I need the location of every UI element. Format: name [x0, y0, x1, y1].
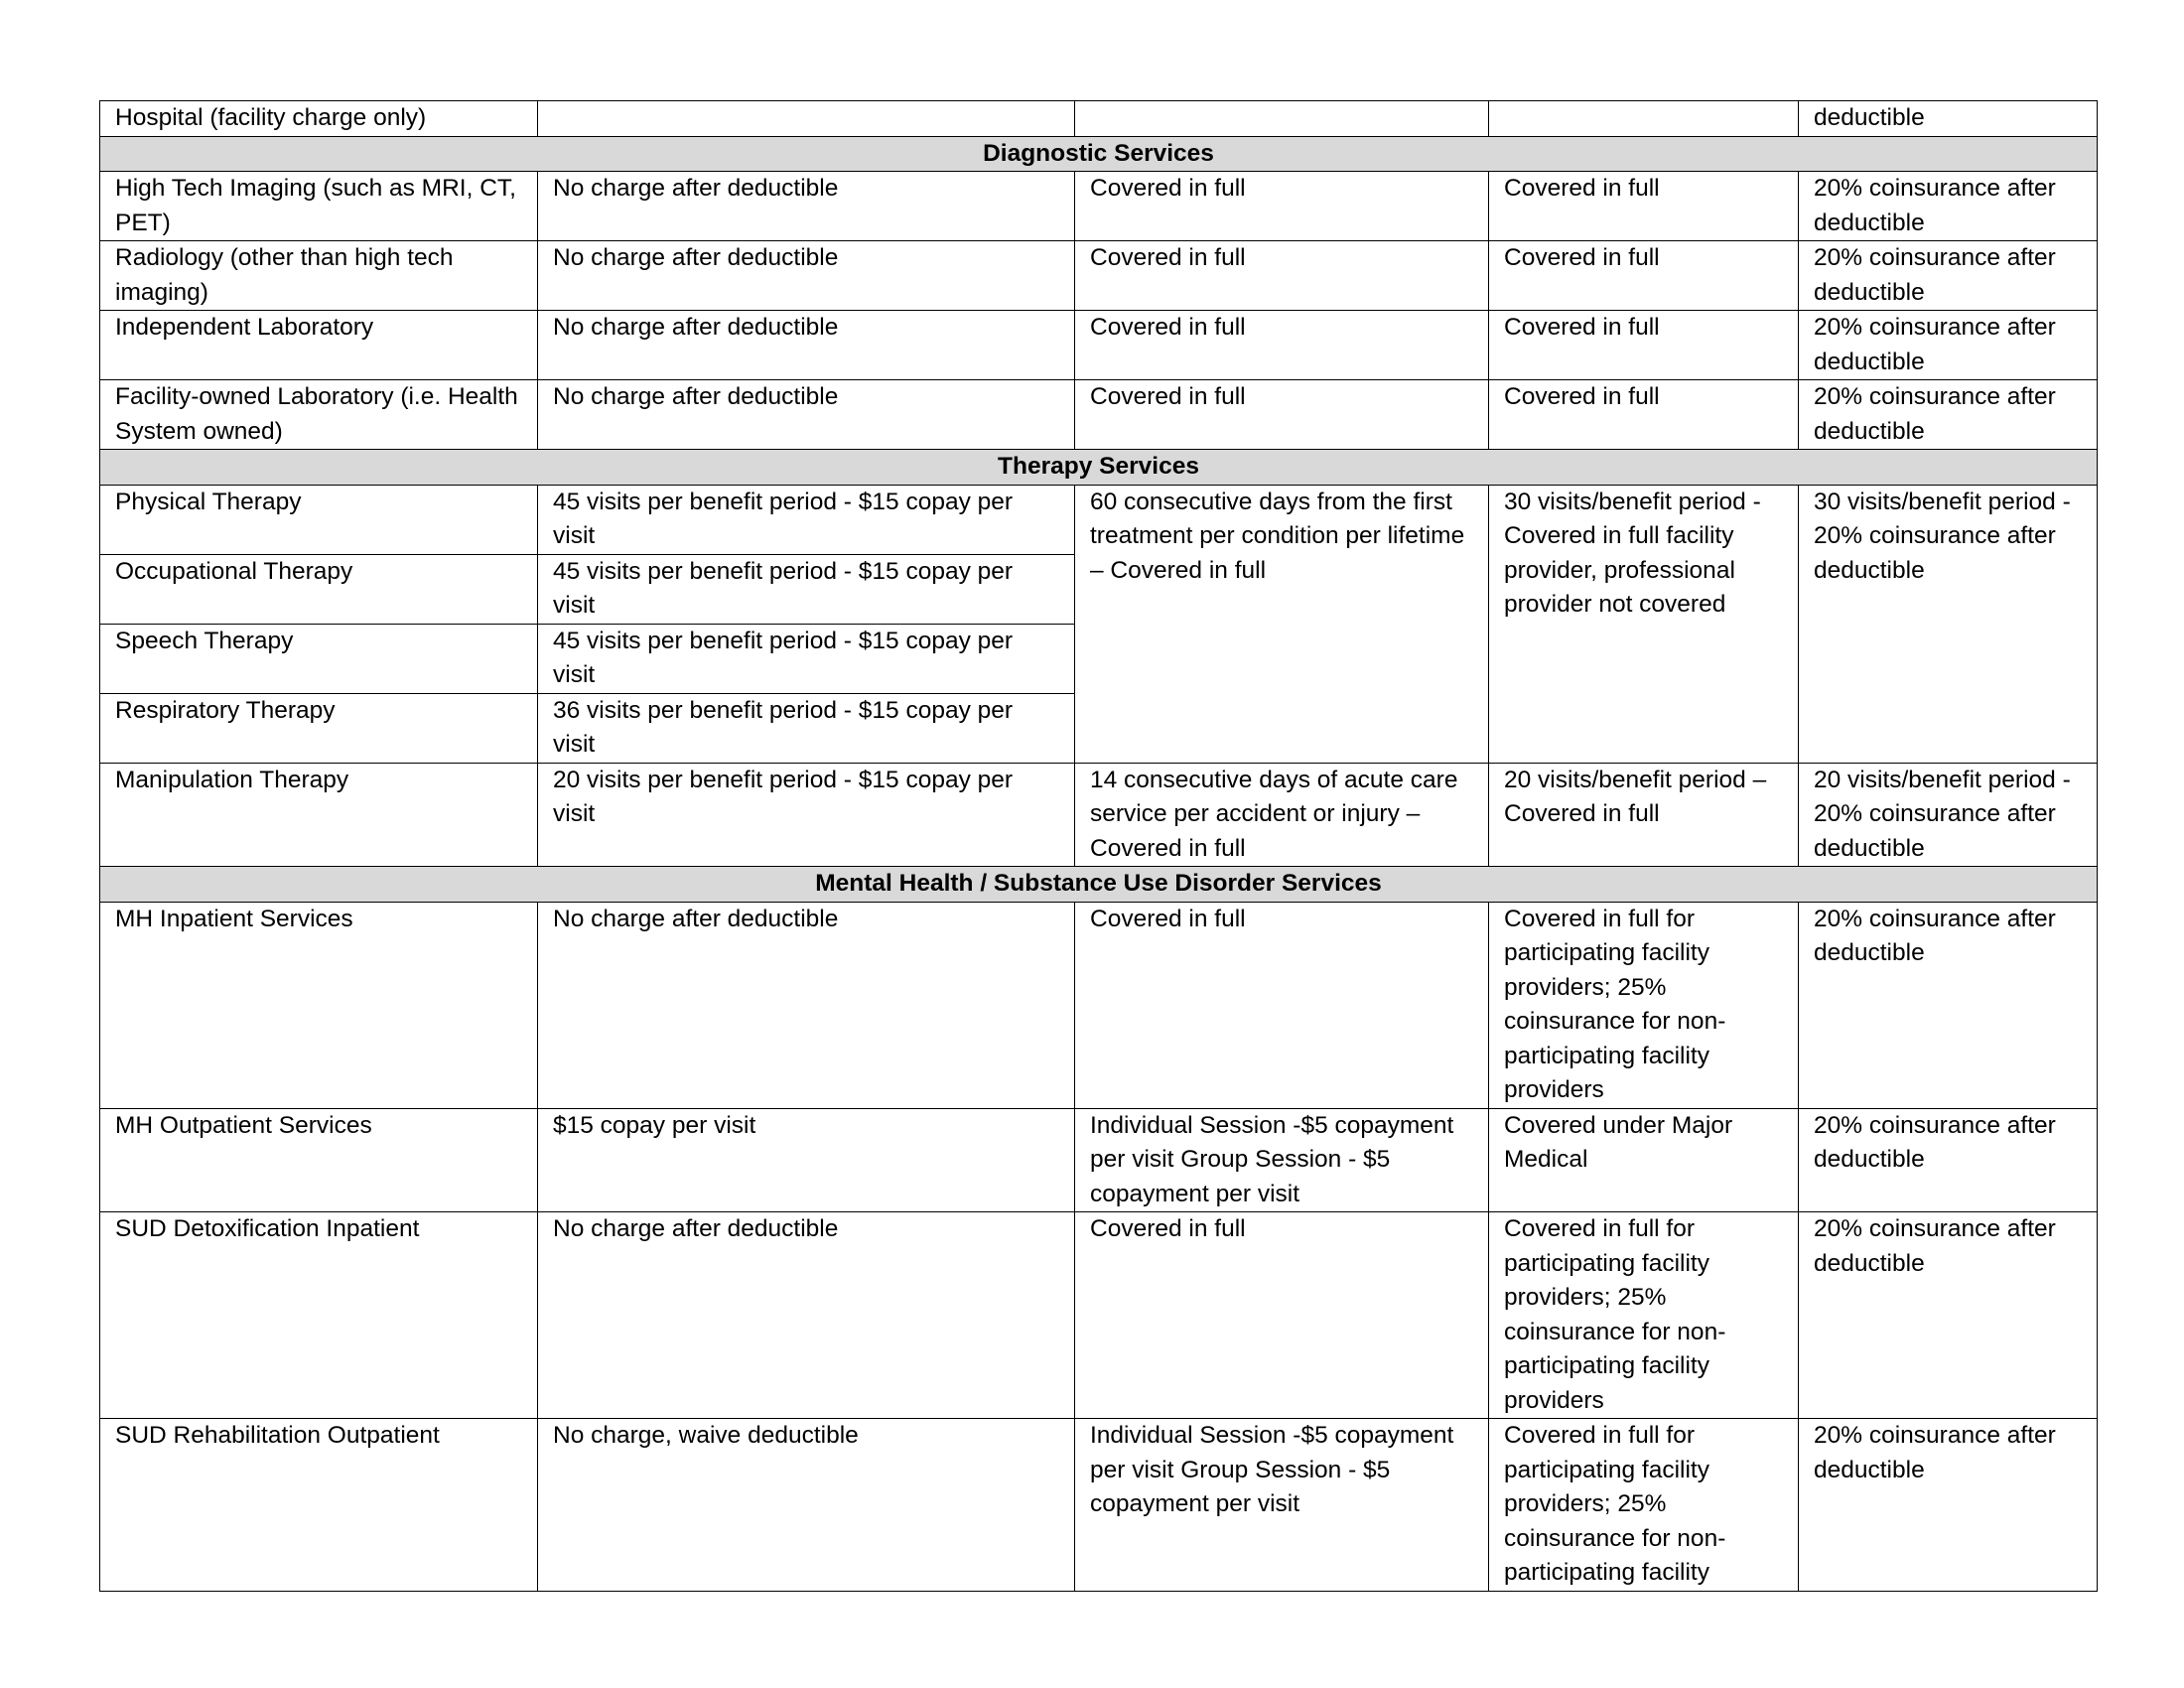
table-row — [100, 1419, 2098, 1592]
benefit-cell: No charge after deductible — [538, 241, 1075, 311]
benefit-cell — [538, 101, 1075, 137]
service-name-cell: Occupational Therapy — [100, 554, 538, 624]
benefit-cell: Covered in full — [1075, 172, 1489, 241]
benefit-cell: Covered under Major Medical — [1489, 1108, 1799, 1212]
benefit-cell: 45 visits per benefit period - $15 copay per visit — [538, 554, 1075, 624]
service-name-cell: Respiratory Therapy — [100, 693, 538, 763]
benefit-cell: Covered in full — [1075, 311, 1489, 380]
benefit-cell: 20% coinsurance after deductible — [1799, 241, 2098, 311]
benefit-cell — [1075, 101, 1489, 137]
table-row — [100, 241, 2098, 311]
benefit-cell: Covered in full — [1075, 380, 1489, 450]
benefit-cell: 20% coinsurance after deductible — [1799, 1212, 2098, 1419]
benefits-table — [99, 100, 2098, 1592]
service-name-cell: MH Outpatient Services — [100, 1108, 538, 1212]
benefit-cell: 20% coinsurance after deductible — [1799, 1108, 2098, 1212]
benefit-cell: 20% coinsurance after deductible — [1799, 902, 2098, 1108]
benefit-cell: 14 consecutive days of acute care service per accident or injury – Covered in full — [1075, 763, 1489, 867]
benefit-cell: 60 consecutive days from the first treatment per condition per lifetime – Covered in full — [1075, 485, 1489, 763]
table-row — [100, 1108, 2098, 1212]
benefit-cell: 30 visits/benefit period - 20% coinsurance after deductible — [1799, 485, 2098, 763]
section-header-row — [100, 450, 2098, 486]
benefit-cell: 45 visits per benefit period - $15 copay per visit — [538, 624, 1075, 693]
table-row — [100, 172, 2098, 241]
benefit-cell: deductible — [1799, 101, 2098, 137]
service-name-cell: Facility-owned Laboratory (i.e. Health System owned) — [100, 380, 538, 450]
benefit-cell: Covered in full for participating facility providers; 25% coinsurance for non-participating facility providers — [1489, 1212, 1799, 1419]
table-row — [100, 902, 2098, 1108]
table-row — [100, 380, 2098, 450]
benefit-cell: 20% coinsurance after deductible — [1799, 1419, 2098, 1592]
service-name-cell: Speech Therapy — [100, 624, 538, 693]
benefit-cell: Covered in full — [1489, 380, 1799, 450]
service-name-cell: MH Inpatient Services — [100, 902, 538, 1108]
service-name-cell: Hospital (facility charge only) — [100, 101, 538, 137]
benefit-cell: 20 visits/benefit period – Covered in full — [1489, 763, 1799, 867]
table-row — [100, 101, 2098, 137]
benefit-cell: Individual Session -$5 copayment per visit Group Session - $5 copayment per visit — [1075, 1419, 1489, 1592]
service-name-cell: SUD Rehabilitation Outpatient — [100, 1419, 538, 1592]
benefit-cell: Covered in full — [1489, 172, 1799, 241]
benefit-cell: 36 visits per benefit period - $15 copay per visit — [538, 693, 1075, 763]
benefit-cell: No charge after deductible — [538, 902, 1075, 1108]
section-title: Mental Health / Substance Use Disorder Services — [100, 867, 2098, 903]
section-title: Therapy Services — [100, 450, 2098, 486]
benefit-cell: 30 visits/benefit period - Covered in full facility provider, professional provider not covered — [1489, 485, 1799, 763]
table-row — [100, 1212, 2098, 1419]
benefit-cell: Covered in full — [1489, 311, 1799, 380]
benefit-cell: Covered in full for participating facility providers; 25% coinsurance for non-participating facility — [1489, 1419, 1799, 1592]
section-title: Diagnostic Services — [100, 136, 2098, 172]
benefit-cell: 20% coinsurance after deductible — [1799, 380, 2098, 450]
benefit-cell: No charge after deductible — [538, 1212, 1075, 1419]
benefit-cell: Covered in full — [1075, 1212, 1489, 1419]
benefit-cell: Individual Session -$5 copayment per visit Group Session - $5 copayment per visit — [1075, 1108, 1489, 1212]
benefit-cell: No charge after deductible — [538, 380, 1075, 450]
benefit-cell: 45 visits per benefit period - $15 copay per visit — [538, 485, 1075, 554]
service-name-cell: Physical Therapy — [100, 485, 538, 554]
benefit-cell: 20% coinsurance after deductible — [1799, 172, 2098, 241]
service-name-cell: Independent Laboratory — [100, 311, 538, 380]
table-row — [100, 485, 2098, 554]
benefit-cell: Covered in full — [1489, 241, 1799, 311]
benefit-cell: $15 copay per visit — [538, 1108, 1075, 1212]
benefit-cell: 20 visits per benefit period - $15 copay per visit — [538, 763, 1075, 867]
section-header-row — [100, 136, 2098, 172]
table-row — [100, 763, 2098, 867]
benefit-cell: Covered in full — [1075, 241, 1489, 311]
benefit-cell: No charge after deductible — [538, 311, 1075, 380]
service-name-cell: Manipulation Therapy — [100, 763, 538, 867]
service-name-cell: High Tech Imaging (such as MRI, CT, PET) — [100, 172, 538, 241]
benefit-cell: Covered in full for participating facility providers; 25% coinsurance for non-participating facility providers — [1489, 902, 1799, 1108]
benefit-cell: 20 visits/benefit period - 20% coinsurance after deductible — [1799, 763, 2098, 867]
service-name-cell: Radiology (other than high tech imaging) — [100, 241, 538, 311]
section-header-row — [100, 867, 2098, 903]
benefit-cell: No charge after deductible — [538, 172, 1075, 241]
benefit-cell — [1489, 101, 1799, 137]
service-name-cell: SUD Detoxification Inpatient — [100, 1212, 538, 1419]
benefit-cell: No charge, waive deductible — [538, 1419, 1075, 1592]
benefit-cell: Covered in full — [1075, 902, 1489, 1108]
table-row — [100, 311, 2098, 380]
benefit-cell: 20% coinsurance after deductible — [1799, 311, 2098, 380]
